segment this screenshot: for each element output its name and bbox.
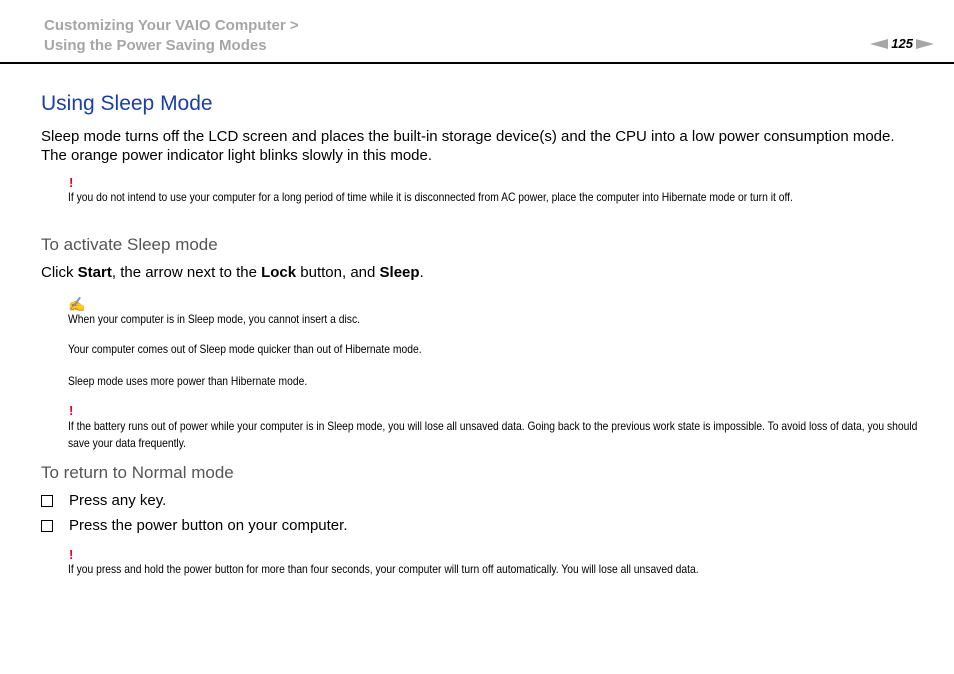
warning-note bbox=[68, 418, 928, 452]
warning-note bbox=[68, 189, 918, 206]
warning-text: If the battery runs out of power while your computer is in Sleep mode, you will lose all unsaved data. Going back to the previous work state is impossible. To avoid loss of data, you should save your data frequently. bbox=[68, 419, 918, 450]
instruction-text: button, and bbox=[296, 264, 380, 281]
warning-text: If you do not intend to use your computer for a long period of time while it is disconnected from AC power, place the computer into Hibernate mode or turn it off. bbox=[68, 190, 793, 204]
instruction-text: Click bbox=[41, 264, 78, 281]
warning-icon: ! bbox=[69, 403, 74, 418]
page-number: 125 bbox=[891, 36, 913, 51]
section-heading-return: To return to Normal mode bbox=[41, 463, 234, 482]
note-text: Sleep mode uses more power than Hibernate mode. bbox=[68, 374, 308, 388]
warning-icon: ! bbox=[69, 547, 74, 562]
note-pencil-icon: ✍ bbox=[68, 296, 86, 312]
next-page-arrow-icon[interactable] bbox=[916, 39, 934, 49]
warning-note bbox=[68, 561, 928, 578]
warning-text: If you press and hold the power button for more than four seconds, your computer will turn off automatically. You will lose all unsaved data. bbox=[68, 562, 699, 576]
activate-instruction bbox=[41, 264, 424, 281]
start-label: Start bbox=[77, 264, 112, 281]
list-item-text: Press any key. bbox=[69, 492, 167, 509]
page-navigation bbox=[870, 36, 934, 51]
checkbox-bullet-icon bbox=[41, 495, 53, 507]
list-item bbox=[41, 517, 348, 534]
warning-icon: ! bbox=[69, 175, 74, 190]
note-item bbox=[68, 311, 928, 328]
header-divider bbox=[0, 62, 954, 64]
breadcrumb-section[interactable]: Customizing Your VAIO Computer > bbox=[44, 17, 299, 34]
lock-label: Lock bbox=[261, 264, 297, 281]
note-item bbox=[68, 341, 928, 358]
list-item bbox=[41, 492, 166, 509]
previous-page-arrow-icon[interactable] bbox=[870, 39, 888, 49]
section-heading-activate: To activate Sleep mode bbox=[41, 235, 218, 254]
note-text: Your computer comes out of Sleep mode quicker than out of Hibernate mode. bbox=[68, 342, 422, 356]
checkbox-bullet-icon bbox=[41, 520, 53, 532]
breadcrumb-page[interactable]: Using the Power Saving Modes bbox=[44, 37, 267, 54]
instruction-text: , the arrow next to the bbox=[111, 264, 262, 281]
sleep-label: Sleep bbox=[379, 264, 420, 281]
note-item bbox=[68, 373, 928, 390]
list-item-text: Press the power button on your computer. bbox=[69, 517, 348, 534]
intro-paragraph: Sleep mode turns off the LCD screen and places the built-in storage device(s) and the CPU into a low power consumption mode. The orange power indicator light blinks slowly in this mode. bbox=[41, 128, 895, 164]
instruction-text: . bbox=[419, 264, 424, 281]
note-text: When your computer is in Sleep mode, you cannot insert a disc. bbox=[68, 312, 360, 326]
page-title: Using Sleep Mode bbox=[41, 92, 213, 115]
breadcrumb bbox=[44, 16, 299, 56]
